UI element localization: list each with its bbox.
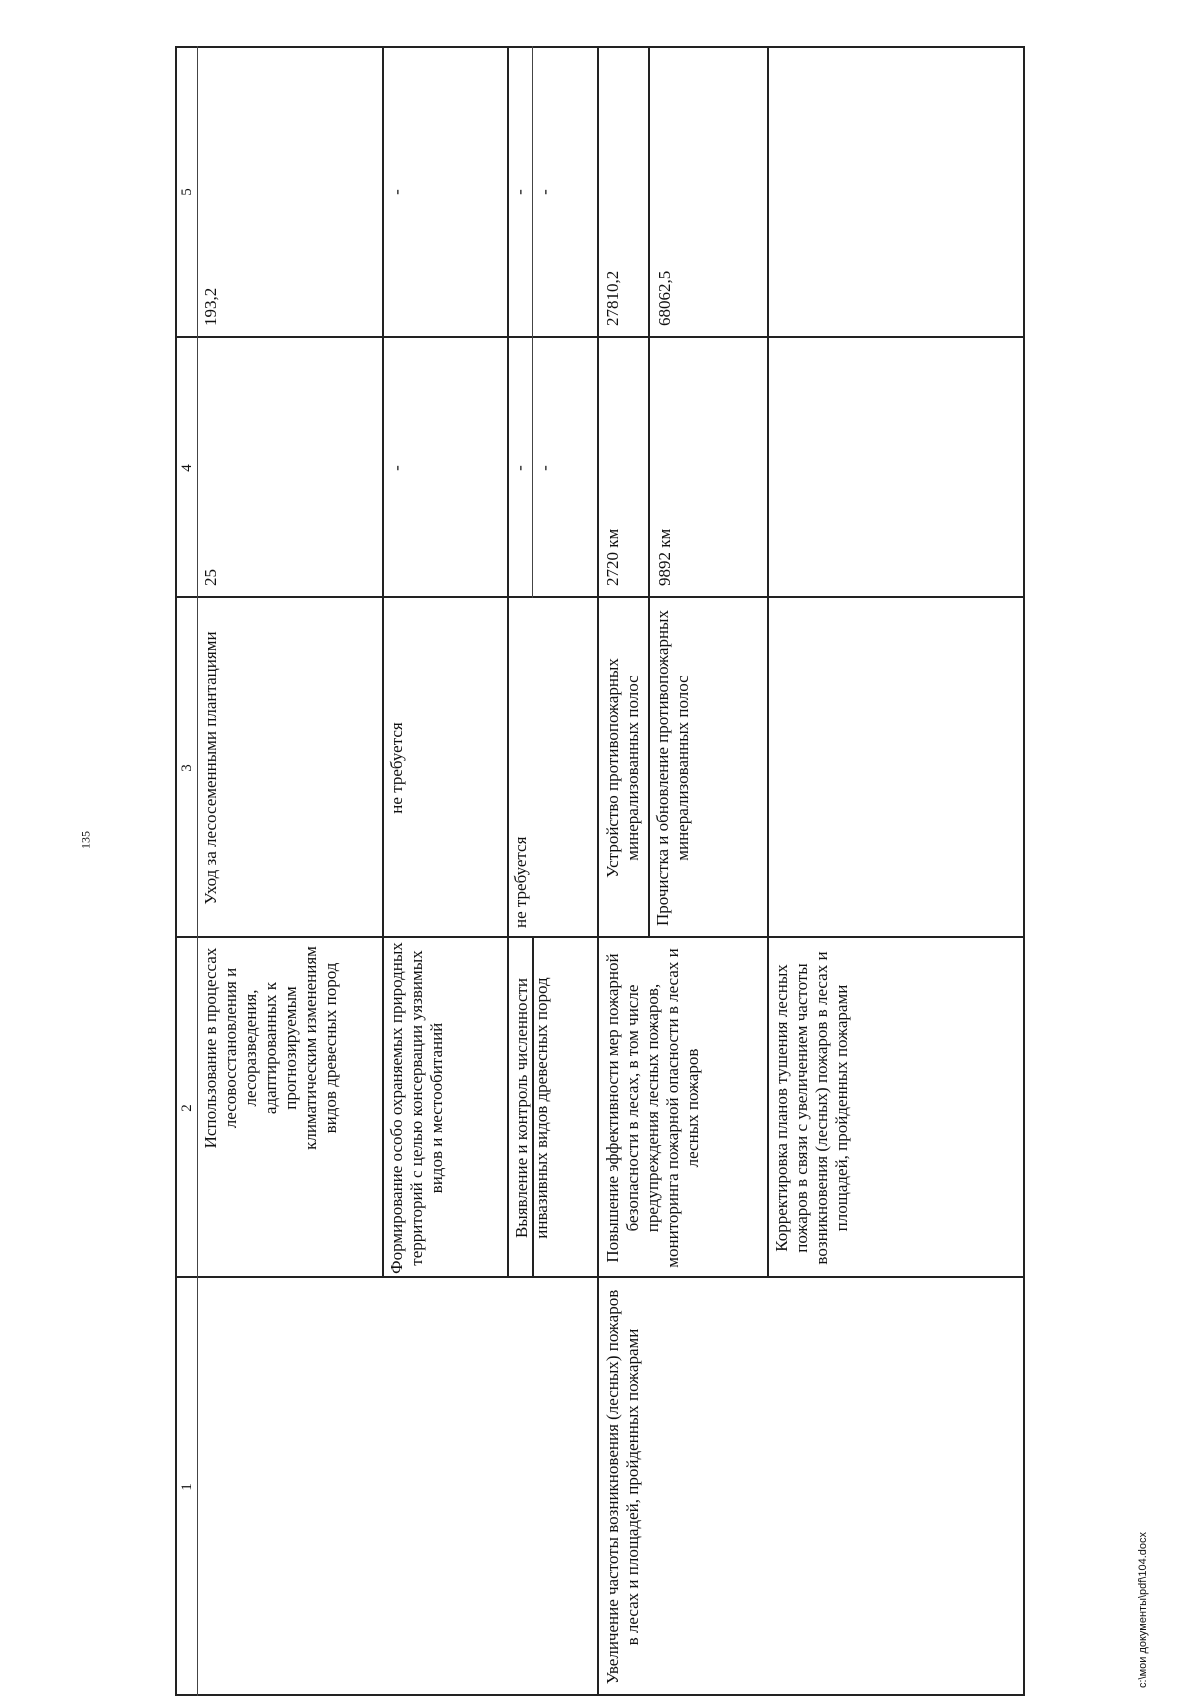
r2-activity: не требуется bbox=[387, 722, 406, 814]
r1-cost: 193,2 bbox=[201, 287, 220, 326]
r2-measure: Формирование особо охраняемых природных территорий с целью консервации уязвимых видов и местообитаний bbox=[387, 942, 446, 1274]
r4-cost-a: 27810,2 bbox=[603, 270, 622, 326]
r4-activity-a: Устройство противопожарных минерализованных полос bbox=[603, 658, 642, 878]
row-sep-2-3 bbox=[507, 46, 509, 1278]
rotated-table-wrapper bbox=[175, 46, 1025, 1696]
row-sep-3-4 bbox=[597, 46, 599, 1696]
col-sep-1-2 bbox=[175, 1276, 1025, 1278]
r4-volume-a: 2720 км bbox=[603, 528, 622, 586]
header-col-1: 1 bbox=[179, 1483, 195, 1491]
r1-volume: 25 bbox=[201, 569, 220, 586]
r3-volume-a: - bbox=[510, 465, 529, 471]
r4-measure: Повышение эффективности мер пожарной безопасности в лесах, в том числе предупреждения лесных пожаров, мониторинга пожарной опасности в лесах и лесных пожаров bbox=[603, 948, 702, 1268]
col-sep-3-4 bbox=[175, 596, 1025, 598]
header-col-2: 2 bbox=[179, 1104, 195, 1112]
r3-activity: не требуется bbox=[511, 836, 530, 928]
r2-volume: - bbox=[387, 465, 406, 471]
page-number: 135 bbox=[78, 831, 93, 849]
row-sep-4-5 bbox=[767, 46, 769, 1278]
r3-cost-a: - bbox=[510, 189, 529, 195]
header-col-5: 5 bbox=[179, 188, 195, 196]
row-sep-1-2 bbox=[382, 46, 384, 1278]
header-col-3: 3 bbox=[179, 764, 195, 772]
header-col-4: 4 bbox=[179, 464, 195, 472]
header-row-line bbox=[197, 46, 198, 1696]
r3-volume-b: - bbox=[535, 465, 554, 471]
r3-measure: Выявление и контроль численности инвазивных видов древесных пород bbox=[512, 977, 551, 1239]
table-border-right bbox=[175, 46, 1025, 48]
r3-cost-b: - bbox=[535, 189, 554, 195]
r4-activity-b: Прочистка и обновление противопожарных минерализованных полос bbox=[653, 610, 692, 926]
r2-cost: - bbox=[387, 189, 406, 195]
row4-split bbox=[648, 46, 650, 938]
table-border-left bbox=[175, 1694, 1025, 1696]
footer-file-path: c:\мои документы\pdf\104.docx bbox=[1137, 1531, 1149, 1689]
r1-activity: Уход за лесосеменными плантациями bbox=[201, 631, 220, 905]
r5-measure: Корректировка планов тушения лесных пожаров в связи с увеличением частоты возникновения (лесных) пожаров в лесах и площадей, пройденных пожарами bbox=[772, 951, 851, 1265]
row3-split-col45 bbox=[532, 46, 533, 598]
data-table bbox=[175, 46, 1025, 1696]
r4-cost-b: 68062,5 bbox=[655, 270, 674, 326]
table-border-bottom bbox=[1023, 46, 1025, 1696]
r4-threat: Увеличение частоты возникновения (лесных) пожаров в лесах и площадей, пройденных пожарами bbox=[603, 1289, 642, 1685]
r1-measure: Использование в процессах лесовосстановления и лесоразведения, адаптированных к прогнозируемым климатическим изменениям видов древесных пород bbox=[201, 946, 340, 1150]
col-sep-4-5 bbox=[175, 336, 1025, 338]
r4-volume-b: 9892 км bbox=[655, 528, 674, 586]
